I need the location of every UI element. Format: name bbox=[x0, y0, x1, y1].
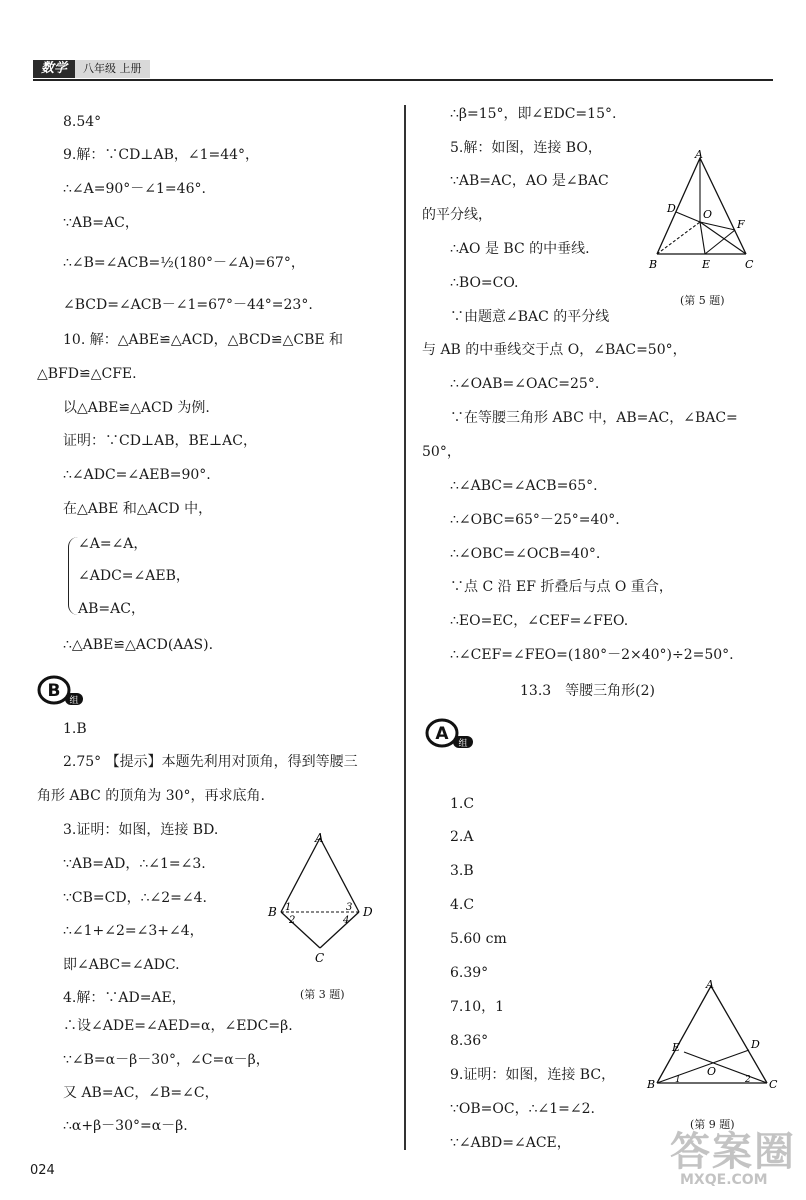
right-text-line: ∴EO=EC，∠CEF=∠FEO. bbox=[450, 613, 629, 629]
left-text-line: ∴∠B=∠ACB=½(180°－∠A)=67°， bbox=[63, 255, 305, 271]
figure-5 bbox=[645, 150, 760, 279]
left-text-line: 8.54° bbox=[63, 114, 102, 130]
fig5-label-d: D bbox=[667, 202, 676, 215]
right-text-line: ∵∠ABD=∠ACE， bbox=[450, 1135, 571, 1151]
left-text-line: ∴设∠ADE=∠AED=α，∠EDC=β. bbox=[63, 1018, 293, 1034]
right-text-line: ∵由题意∠BAC 的平分线 bbox=[450, 309, 610, 325]
right-text-line: 8.36° bbox=[450, 1033, 489, 1049]
left-text-line: ∵AB=AD，∴∠1=∠3. bbox=[63, 856, 206, 872]
fig3-angle-3: 3 bbox=[346, 902, 353, 913]
fig9-label-o: O bbox=[707, 1065, 717, 1078]
fig9-label-a: A bbox=[706, 978, 714, 991]
left-text-line: ∠A=∠A， bbox=[78, 536, 148, 552]
fig9-angle-2: 2 bbox=[745, 1075, 751, 1085]
column-divider bbox=[404, 105, 406, 1150]
right-text-line: 5.解：如图，连接 BO， bbox=[450, 140, 602, 156]
fig3-caption: (第 3 题) bbox=[300, 988, 345, 1001]
left-text-line: 4.解：∵AD=AE， bbox=[63, 990, 186, 1006]
right-text-line: 3.B bbox=[450, 863, 474, 879]
left-text-line: 又 AB=AC，∠B=∠C， bbox=[63, 1085, 219, 1101]
right-text-line: ∵点 C 沿 EF 折叠后与点 O 重合， bbox=[450, 579, 673, 595]
right-text-line: ∴β=15°，即∠EDC=15°. bbox=[450, 106, 617, 122]
fig9-label-e: E bbox=[672, 1041, 681, 1054]
fig3-label-d: D bbox=[363, 905, 373, 919]
left-text-line: ∠BCD=∠ACB－∠1=67°－44°=23°. bbox=[63, 297, 313, 313]
fig5-label-o: O bbox=[703, 208, 713, 221]
left-text-line: △BFD≌△CFE. bbox=[37, 366, 137, 382]
badge-a-letter: A bbox=[435, 724, 449, 744]
header-rule bbox=[33, 79, 773, 81]
right-text-line: ∴AO 是 BC 的中垂线. bbox=[450, 241, 590, 257]
group-a-badge bbox=[425, 718, 468, 749]
left-text-line: 在△ABE 和△ACD 中， bbox=[63, 501, 213, 517]
left-text-line: 以△ABE≌△ACD 为例. bbox=[63, 400, 210, 416]
left-text-line: ∴△ABE≌△ACD(AAS). bbox=[63, 637, 214, 653]
left-text-line: 3.证明：如图，连接 BD. bbox=[63, 822, 219, 838]
right-text-line: 2.A bbox=[450, 829, 474, 845]
left-text-line: 证明：∵CD⊥AB，BE⊥AC， bbox=[63, 433, 257, 449]
fig3-angle-1: 1 bbox=[285, 902, 292, 913]
right-text-line: ∴∠ABC=∠ACB=65°. bbox=[450, 478, 598, 494]
right-text-line: ∴∠CEF=∠FEO=(180°－2×40°)÷2=50°. bbox=[450, 647, 734, 663]
fig9-label-b: B bbox=[647, 1078, 656, 1088]
fig5-label-a: A bbox=[695, 150, 703, 161]
watermark-text: 答案圈 bbox=[670, 1129, 796, 1175]
left-text-line: ∴α+β－30°=α－β. bbox=[63, 1118, 188, 1134]
fig9-caption: (第 9 题) bbox=[690, 1118, 735, 1131]
figure-9 bbox=[645, 978, 780, 1092]
left-text-line: ∵CB=CD，∴∠2=∠4. bbox=[63, 890, 207, 906]
fig3-label-b: B bbox=[268, 905, 277, 919]
right-text-line: 6.39° bbox=[450, 965, 489, 981]
watermark-url: MXQE.COM bbox=[680, 1172, 768, 1188]
left-text-line: 即∠ABC=∠ADC. bbox=[63, 957, 180, 973]
right-text-line: ∵在等腰三角形 ABC 中，AB=AC，∠BAC= bbox=[450, 410, 738, 426]
right-text-line: ∵AB=AC，AO 是∠BAC bbox=[450, 173, 609, 189]
fig5-label-c: C bbox=[745, 258, 754, 271]
grade-label: 八年级 上册 bbox=[75, 60, 150, 78]
right-text-line: 与 AB 的中垂线交于点 O，∠BAC=50°， bbox=[422, 342, 687, 358]
right-text-line: 的平分线， bbox=[422, 207, 492, 223]
page-header bbox=[33, 60, 150, 78]
group-b-badge bbox=[37, 675, 77, 705]
left-text-line: ∴∠A=90°－∠1=46°. bbox=[63, 181, 206, 197]
fig3-angle-4: 4 bbox=[343, 915, 350, 926]
left-text-line: 9.解：∵CD⊥AB，∠1=44°， bbox=[63, 147, 260, 163]
left-text-line: 角形 ABC 的顶角为 30°，再求底角. bbox=[37, 788, 265, 804]
fig5-label-b: B bbox=[649, 258, 658, 271]
left-text-line: 2.75° 【提示】本题先利用对顶角，得到等腰三 bbox=[63, 754, 358, 770]
left-text-line: ∠ADC=∠AEB， bbox=[78, 568, 190, 584]
right-text-line: 4.C bbox=[450, 897, 475, 913]
right-text-line: 5.60 cm bbox=[450, 931, 507, 947]
right-text-line: ∴∠OBC=∠OCB=40°. bbox=[450, 546, 601, 562]
fig9-label-d: D bbox=[751, 1038, 760, 1051]
left-text-line: ∵AB=AC， bbox=[63, 215, 139, 231]
badge-b-letter: B bbox=[47, 681, 61, 701]
left-text-line: 10. 解：△ABE≌△ACD，△BCD≌△CBE 和 bbox=[63, 332, 344, 348]
right-text-line: ∴BO=CO. bbox=[450, 275, 519, 291]
subject-label: 数学 bbox=[33, 60, 75, 78]
right-text-line: ∵OB=OC，∴∠1=∠2. bbox=[450, 1101, 595, 1117]
left-text-line: 1.B bbox=[63, 721, 87, 737]
fig3-angle-2: 2 bbox=[289, 915, 296, 926]
right-text-line: ∴∠OAB=∠OAC=25°. bbox=[450, 376, 600, 392]
system-brace bbox=[68, 537, 79, 615]
right-text-line: 7.10，1 bbox=[450, 999, 505, 1015]
section-title: 13.3 等腰三角形(2) bbox=[520, 683, 656, 699]
badge-b-sub: 组 bbox=[69, 696, 79, 706]
left-text-line: ∴∠ADC=∠AEB=90°. bbox=[63, 467, 211, 483]
fig9-angle-1: 1 bbox=[675, 1075, 681, 1085]
left-text-line: ∴∠1+∠2=∠3+∠4， bbox=[63, 923, 204, 939]
figure-3 bbox=[263, 830, 383, 974]
fig9-label-c: C bbox=[769, 1078, 778, 1088]
page-number: 024 bbox=[30, 1163, 55, 1178]
fig5-label-e: E bbox=[702, 258, 711, 271]
fig5-caption: (第 5 题) bbox=[680, 294, 725, 307]
right-text-line: 50°， bbox=[422, 444, 461, 460]
right-text-line: 9.证明：如图，连接 BC， bbox=[450, 1067, 616, 1083]
right-text-line: ∴∠OBC=65°－25°=40°. bbox=[450, 512, 620, 528]
fig5-label-f: F bbox=[737, 218, 745, 231]
fig3-label-c: C bbox=[315, 951, 325, 965]
fig3-label-a: A bbox=[315, 831, 324, 845]
right-text-line: 1.C bbox=[450, 796, 475, 812]
watermark-logo bbox=[660, 1120, 800, 1195]
badge-a-sub: 组 bbox=[458, 739, 468, 749]
left-text-line: AB=AC， bbox=[78, 601, 145, 617]
left-text-line: ∵∠B=α－β－30°，∠C=α－β， bbox=[63, 1052, 270, 1068]
